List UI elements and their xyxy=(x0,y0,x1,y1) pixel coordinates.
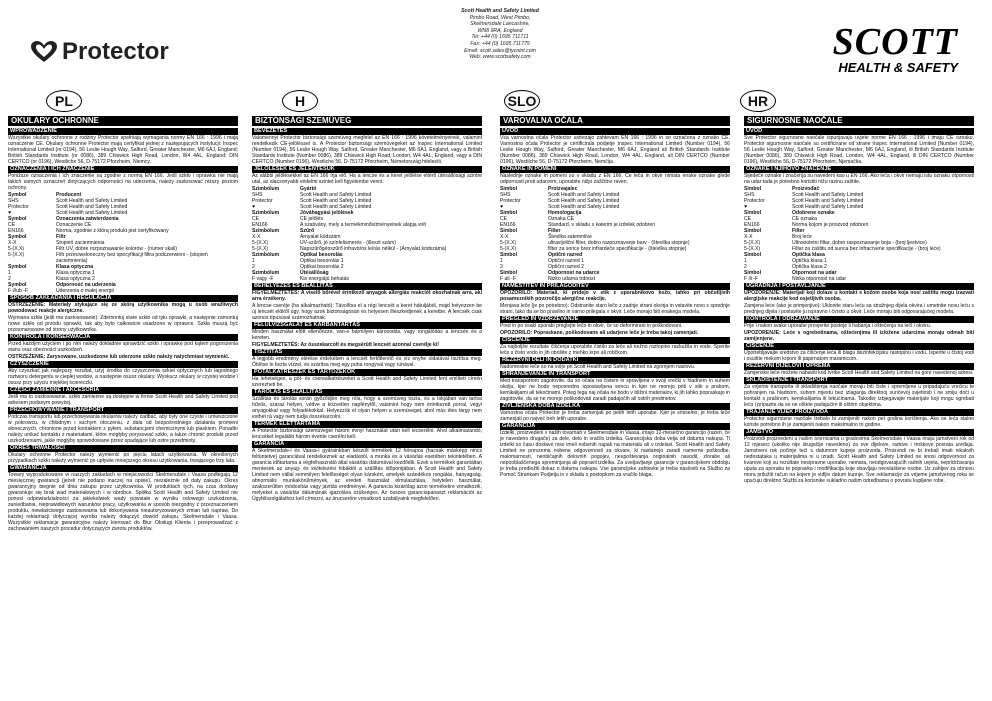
paragraph: Upotrebljavajte sredstvo za čišćenje leća ili blagu dezinfekcijsku rastopinu i vodu. Isperite u čistoj vodi i osušite mekom krpom ili papirnatom maramicom. xyxy=(744,350,974,362)
section-heading: TÁROLÁS ÉS SZÁLLÍTÁS xyxy=(252,389,482,396)
meaning-cell: Niska otpornost na udar xyxy=(792,276,847,282)
section-heading: JAMSTVO xyxy=(744,429,974,436)
meaning-cell: ultravijolični filter, dobro razpoznavanje barv - (številka stopnje) xyxy=(548,240,690,246)
paragraph: A Protector biztonsági szemüveget három évnyi használat után kell lecserélni. Ahol alkalmazandó, lencséket legalább három évente cserélni kell. xyxy=(252,428,482,440)
address-line: WN8 9RA, England xyxy=(477,27,523,34)
symbol-cell: Simbol xyxy=(744,210,761,216)
paragraph: Jeśli ma to zastosowanie, szkło zamienne są dostępne w firmie Scott Health and Safety Limited pod adresem podanym powyżej. xyxy=(8,394,238,406)
meaning-cell: Optični razred 2 xyxy=(548,264,584,270)
column-body xyxy=(252,128,482,502)
meaning-cell: Szűrő xyxy=(300,228,315,234)
meaning-cell: Klasa optyczna 2 xyxy=(56,276,95,282)
section-heading: ČIŠČENJE xyxy=(500,337,730,344)
scott-brand-name: SCOTT xyxy=(832,21,958,63)
meaning-cell: Napszűrőgénszűrő infravörös leírás nélkül - (Árnyalat kódszáma) xyxy=(300,246,447,252)
paragraph: Sve Protector sigurnosne naočale ispunjavaju uvjete norme EN 166 : 1996 i imaju CE oznaku. Protector sigurnosne naočale su certificirane od strane Inspec International Limited (Number 0194), 56 Leslie Hough Way, Salford, Greater Manchester, M6 6AJ, England, ili British Standards Institute (Number 0086), 389 Chiswick High Road, London, W4 4AL, England, ili DIN CERTCO (Number 0196), Westliche 56, D-75172 Pforzheim, Njemačka. xyxy=(744,135,974,165)
meaning-cell: Scott Health and Safety Limited xyxy=(56,198,128,204)
meaning-cell: Árnyalat kódszám xyxy=(300,234,341,240)
meaning-cell: Scott Health and Safety Limited xyxy=(792,204,864,210)
meaning-cell: Homologacija xyxy=(548,210,582,216)
section-heading: CZĘŚCI ZAMIENNE I AKCESORIA xyxy=(8,387,238,394)
section-heading: KONTROLA I ODRŽAVANJE xyxy=(744,316,974,323)
symbol-cell: Simbol xyxy=(500,270,517,276)
paragraph: Szállítás és tárolás során győződjön meg róla, hogy a szemüveg tiszta, és a tokjában van tartva hűvös, száraz helyen, védve a közvetlen napfénytől, valamint hogy nem érintkezett porral, vegyi anyagokkal vagy folyadékokkal. Helyezzük el olyan helyen a szemüveget, ahol más éles tárgy nem esthet rá vagy nem tudja összekarcolni. xyxy=(252,396,482,420)
paragraph: Nadomestne leče so na voljo pri Scott Health and Safety Limited na zgornjem naslovu. xyxy=(500,364,696,370)
section-heading: JELÖLÉSEK ÉS JELENTÉSÜK xyxy=(252,166,482,173)
symbol-cell: X-X xyxy=(8,240,17,246)
symbol-cell: EN166 xyxy=(500,222,516,228)
symbol-cell: 5-(X.X) xyxy=(8,252,25,258)
section-heading: PRZECHOWYWANIE I TRANSPORT xyxy=(8,407,238,414)
meaning-cell: Standard, v skladu s katerim je izdelek odobren xyxy=(548,222,656,228)
symbol-cell: 5-(X.X) xyxy=(8,246,25,252)
protector-logo xyxy=(30,38,169,66)
paragraph: A Skelmersdale-i és Vaasa-i gyárainkban készült termékek 12 hónapos (hacsak másképp nincs feltüntetve) garanciával rendelkeznek az eladástól, a munka és a vásárlás esetében tekintetében. A garancia időtartama a végfelhasználó által vásárlás dátumával kezdődik. Ezek a termékek garantáltan mentesek az anyag- és kivitelezési hibáktól a szállítás időpontjában. A Scott Health and Safety Limited nem vállal semmilyen felelősséget olyan károkért, amelyek szándékos rongálás, hanyagság, abnormális munkakörülmények, az eredeti használat elmulasztása, helytelen használat, szakszerűtlen módosítás vagy javítás eredményei. A garancia kizárólag azon termékekre vonatkozik, melyeket a vásárlás dátumának igazolása szükséges. Az összes garanciapanaszt reklamációt az Ügyfélszolgálathoz kell címezni, az árucserére vonatkozó szabályaink megfelelően. xyxy=(252,448,482,502)
meaning-cell: Filtar za zaštitu od sunca bez infracrvene specifikacije - (broj leće) xyxy=(792,246,941,252)
meaning-cell: CE jelölés xyxy=(300,216,323,222)
paragraph: Wymiana szkła (jeśli ma zastosowanie): Zdemontuj stare szkło od tyłu oprawki, a następnie zamontuj nowe szkło od przodu oprawki, tak aby było całkowicie osadzone w oprawce. Szkła muszą być przesmarowane od strony użytkownika. xyxy=(8,315,238,333)
meaning-cell: Stopień zaciemnienia xyxy=(56,240,105,246)
meaning-cell: Optikai besorolás xyxy=(300,252,343,258)
symbol-cell: ♥ xyxy=(744,204,748,210)
meaning-cell: Optični razred xyxy=(548,252,583,258)
symbol-cell: X-X xyxy=(744,234,753,240)
symbol-cell: Simbol xyxy=(500,252,517,258)
meaning-cell: Scott Health and Safety Limited xyxy=(300,192,372,198)
symbol-cell: EN166 xyxy=(8,228,24,234)
symbol-cell: F ali -F xyxy=(500,276,516,282)
meaning-cell: Broj leće xyxy=(792,234,812,240)
meaning-cell: Optični razred 1 xyxy=(548,258,584,264)
section-heading: UVOD xyxy=(744,128,974,135)
paragraph: A legjobb eredmény elérése érdekében a lencsét fertőtlenítő és víz enyhe oldatával tisztítsa meg. Öblítse le tiszta vízzel, és szárítsa meg egy puha rongyval vagy ruhával. xyxy=(252,356,482,368)
symbol-cell: Simbol xyxy=(744,228,761,234)
symbol-cell: 1 xyxy=(8,270,11,276)
section-heading: TERMÉK ÉLETTARTAMA xyxy=(252,421,482,428)
warning-paragraph: OSTRZEŻENIE: Zarysowane, uszkodzone lub uderzone szkło należy natychmiast wymienić. xyxy=(8,354,230,360)
meaning-cell: Scott Health and Safety Limited xyxy=(56,210,128,216)
paragraph: Podczas transportu lub przechowywania okularów należy zadbać, aby były one czyste i umieszczone w pokrowcu, w chłodnym i suchym otoczeniu, z dala od bezpośredniego działania promieni słonecznych, chronione przed kontaktem z pyłem, substancjami chemicznymi lub piaskiem. Ponadto należy unikać kontaktu z materiałami, które mogłyby porysować szkło, a także chronić produkt przed uszkodzeniami, jakie mogłyby spowodowane przez spadające lub ostre przedmioty. xyxy=(8,414,238,444)
meaning-cell: Producent xyxy=(56,192,82,198)
section-heading: GARANCIA xyxy=(252,441,482,448)
paragraph: Naslednje oznake in pomeni so v skladu z EN 166. Če leča in okvir nimata enake oznake glede odpornosti proti udarcem, uporabite nižjo zaščitno raven. xyxy=(500,173,730,185)
warning-paragraph: OPOZORILO: Popraskane, poškodovane ali udarjene leče je treba takoj zamenjati. xyxy=(500,330,699,336)
paragraph: Okulary ochronne Protector należy wymienić po pięciu latach użytkowania. W określonych przypadkach szkło należy wymienić po upływie mniejszego okresu użytkowania, trwającego trzy lata. xyxy=(8,452,238,464)
symbol-cell: Szimbólum xyxy=(252,186,280,192)
paragraph: Med transportom zagotovite, da so očala na čistem in spravljena v svoji vrečki v hladnem in suhem okolju, kjer ne bodo neposredno izpostavljena soncu in kjer ne morejo priti v stik s prahom, kemikalijami ali tekočinami. Poleg tega naj očala ne bodo v bližini materialov, ki jih lahko popraskajo in zagotovite, da se ne morejo poškodovati zaradi padajočih ali ostrih predmetov. xyxy=(500,378,730,402)
symbol-cell: EN166 xyxy=(744,222,760,228)
meaning-cell: Scott Health and Safety Limited xyxy=(792,198,864,204)
warning-paragraph: OPOZORILO: Materiali, ki pridejo v stik z uporabnikovo kožo, lahko pri občutljivih posameznikih povzročijo alergične reakcije. xyxy=(500,290,730,302)
meaning-cell: Scott Health and Safety Limited xyxy=(792,192,864,198)
address-line: Email: scott.sales@tycoint.com xyxy=(464,47,536,54)
symbol-cell: 5-(X.X) xyxy=(500,246,517,252)
column-body xyxy=(500,128,730,478)
paragraph: Towary wyprodukowane w naszych zakładach w miejscowości Skelmersdale i Vaasa podlegają 12 miesięcznej gwarancji (jeżeli nie podano inaczej na opisie), niezależnie od daty zakupu. Okres gwarancyjny biegnie od dnia zakupu przez użytkownika. W produktach tych, na czas dostawy gwarantuje się brak wad materiałowych i w obróbce. Spółka Scott Health and Safety Limited nie ponosi odpowiedzialności za jakiekolwiek wady powstałe w wyniku celowego uszkodzenia, zaniedbania, nieprawidłowych warunków pracy, użytkowania w sposób niezgodny z przeznaczeniem produktu, niewłaściwego zastosowania lub dokonywania nieautoryzowanych zmian lub napraw. Do każdej reklamacji dotyczącej wyrobu należy dołączyć dowód zakupu. Skelmersdale i Vaasa. Wszystkie reklamacje gwarancyjne należy kierować do Biur Obsługi Klienta i przeprowadzać z zachowaniem naszych procedur dotyczących zwrotu produktów. xyxy=(8,472,238,532)
paragraph: Pred in po vsaki uporabi preglejte lečo in okvir, če so deformirani in poškodovani. xyxy=(500,323,683,329)
section-heading: ČIŠĆENJE xyxy=(744,343,974,350)
paragraph: Za vrijeme transporta ili skladištenja naočale moraju biti čiste i spremljene u pripadajuću vrećicu te pohranjen na hladnom, suhom mjestu bez izlaganja direktnoj sunčevoj svjetlosti i ne smiju doći u kontakt s prašinom, kemikalijama ili tekućinama. Također izbjegavajte materijale koji mogu ogrebati leću i pripazite da se ne oštete padajućim ili oštrim objektima. xyxy=(744,384,974,408)
meaning-cell: UV-szűrő, jó színfelismerés - (illeszt szám) xyxy=(300,240,396,246)
meaning-cell: Ütésállóság xyxy=(300,270,329,276)
symbol-cell: Szimbólum xyxy=(252,270,280,276)
symbol-cell: Symbol xyxy=(8,282,27,288)
section-heading: SPOSÓB ZAKŁADANIA I REGULACJA xyxy=(8,295,238,302)
section-heading: UVOD xyxy=(500,128,730,135)
meaning-cell: Uderzenia o małej energii xyxy=(56,288,114,294)
symbol-cell: Symbol xyxy=(8,234,27,240)
paragraph: Ha lehetséges, a pót- és cserealkatrészeket a Scott Health and Safety Limited fent említett címén szerezheti be. xyxy=(252,376,482,388)
meaning-cell: Filtr przeciwsłoneczny bez specyfikacji filtra podczerwieni - (stopień zaciemnienia) xyxy=(56,252,208,264)
section-heading: REZERVNI DIJELOVI I OPREMA xyxy=(744,363,974,370)
meaning-cell: Ultravioletni filtar, dobro raspoznavanje boja - (broj ljestvice) xyxy=(792,240,927,246)
meaning-cell: filter za sonce brez infrardeče specifikacije - (številka stopnje) xyxy=(548,246,687,252)
section-heading: KONTROLA I KONSERWACJA xyxy=(8,334,238,341)
meaning-cell: Otpornost na udar xyxy=(792,270,837,276)
paragraph: Prije i nakon svake uporabe provjerite postoje li habanja i oštećenja na leći i okviru. xyxy=(744,323,932,329)
meaning-cell: Scott Health and Safety Limited xyxy=(548,198,620,204)
column-title: OKULARY OCHRONNE xyxy=(8,116,238,126)
paragraph: Sljedeće oznake i značenja su navedeni kao u EN 166. Ako leća i okvir nemaju istu oznaku otpornosti na udar tada je potrebno koristiti nižu razinu zaštite. xyxy=(744,173,974,185)
section-heading: BEVEZETÉS xyxy=(252,128,482,135)
meaning-cell: Optikai besorolás 1 xyxy=(300,258,344,264)
meaning-cell: Norma kojom je proizvod odobren xyxy=(792,222,869,228)
symbol-table xyxy=(252,186,482,282)
column-title: SIGURNOSNE NAOČALE xyxy=(744,116,974,126)
symbol-cell: ♥ xyxy=(500,204,504,210)
symbol-cell: X-X xyxy=(252,234,261,240)
meaning-cell: Optikai besorolás 2 xyxy=(300,264,344,270)
symbol-cell: Szimbólum xyxy=(252,252,280,258)
language-h-badge: H xyxy=(282,90,318,112)
paragraph: A lencse cseréje (ha alkalmazható): Távolítsa el a régi lencsét a keret hátuljából, majd helyezzen be új lencsét elölről úgy, hogy azok biztonságosan és helyesen illeszkedjenek a keretbe. A lencsék csak azonos típusúval szárnozhatnak. xyxy=(252,303,482,321)
meaning-cell: Scott Health and Safety Limited xyxy=(300,204,372,210)
symbol-cell: ♥ xyxy=(252,204,256,210)
paragraph: Vsa varnostna očala Protector ustrezajo zahtevam EN 166 : 1996 in so označena z oznako CE. Varnostna očala Protector je certificirala podjetje Inspec International Limited (Number 0194), 56 Leslie Hough Way, Salford, Greater Manchester, M6 6AJ, England ali British Standards Institute (Number 0086), 389 Chiswick High Road, London, W4 4AL, England, ali DIN CERTCO (Number 0196), Westliche 56, D-75172 Pforzheim, Nemčija. xyxy=(500,135,730,165)
symbol-table xyxy=(500,186,730,282)
address-line: Pimbo Road, West Pimbo, xyxy=(469,14,531,21)
section-heading: NAMESTITEV IN PRILAGODITEV xyxy=(500,283,730,290)
warning-paragraph: UPOZORENJE: Leće s ogrebotinama, oštećenjima ili izložene udarcima moraju odmah biti zamijenjene. xyxy=(744,330,974,342)
meaning-cell: Odpornost na udarce xyxy=(548,270,600,276)
address-line: Skelmersdale Lancashire, xyxy=(470,21,530,28)
meaning-cell: Odobrene oznake xyxy=(792,210,835,216)
symbol-cell: F ili -F xyxy=(744,276,759,282)
symbol-cell: ♥ xyxy=(8,210,12,216)
section-heading: ŽIVLJENSKA DOBA IZDELKA xyxy=(500,403,730,410)
warning-paragraph: UPOZORENJE: Materijali koji dolaze u kontakt s kožom osobe koja nosi zaštitu mogu izazvati alergijske reakcije kod osjetljivih osoba. xyxy=(744,290,974,302)
symbol-cell: EN166 xyxy=(252,222,268,228)
paragraph: Varnostna očala Protector je treba zamenjati po petih letih uporabe. Kjer je smiselno, je treba leče zamenjati po najveć treh letih uporabe. xyxy=(500,410,730,422)
meaning-cell: Optička klasa xyxy=(792,252,825,258)
paragraph: Minden használat előtt ellenőrizze, van-e bármilyen károsodás, vagy rongálódás a lencsén és a kereten. xyxy=(252,329,482,341)
section-heading: OZNAKE I NJIHOVO ZNAČENJE xyxy=(744,166,974,173)
section-heading: SKLADIŠTENJE I TRANSPORT xyxy=(744,377,974,384)
symbol-cell: Protector xyxy=(500,198,521,204)
company-address xyxy=(425,8,575,61)
meaning-cell: Filter xyxy=(548,228,561,234)
meaning-cell: Filtr UV, dobre rozpoznawanie kolorów - (numer skali) xyxy=(56,246,177,252)
column-title: VAROVALNA OČALA xyxy=(500,116,730,126)
scott-brand-subtitle: HEALTH & SAFETY xyxy=(838,60,958,75)
meaning-cell: Klasa optyczna xyxy=(56,264,94,270)
meaning-cell: Oznaczenia zatwierdzenia xyxy=(56,216,119,222)
meaning-cell: Oznaka CE xyxy=(548,216,575,222)
meaning-cell: Proizvođač xyxy=(792,186,820,192)
paragraph: Zamjena leće (ako je primjenjivo): Uklonite staru leću sa stražnjeg dijela okvira i umetnite novu leću s prednjeg dijela i postavite ju ispravno i čvrsto u okvir. Leće moraju biti odgovarajućeg modela. xyxy=(744,303,974,315)
section-heading: SHRANJEVANJE IN TRANSPORT xyxy=(500,371,730,378)
symbol-cell: 5-(X.X) xyxy=(252,246,269,252)
section-heading: OZNACZENIA I ICH ZNACZENIE xyxy=(8,166,238,173)
meaning-cell: Številka zatemnitve xyxy=(548,234,592,240)
symbol-cell: Simbol xyxy=(744,186,761,192)
paragraph: Poniższe oznaczenia i ich znaczenie są zgodne z normą EN 166. Jeśli szkło i oprawka nie mają takich samych oznaczeń dotyczących odporności na uderzenia, należy zastosować niższy poziom ochrony. xyxy=(8,173,238,191)
symbol-cell: CE xyxy=(744,216,752,222)
symbol-cell: Protector xyxy=(8,204,29,210)
meaning-cell: Jóváhagyási jelölések xyxy=(300,210,354,216)
symbol-cell: 5-(X.X) xyxy=(744,246,761,252)
section-heading: TRAJANJE VIJEK PROIZVODA xyxy=(744,409,974,416)
warning-paragraph: OSTRZEŻENIE: Materiały stykające się ze skórą użytkownika mogą u osób wrażliwych powodować reakcje alergiczne. xyxy=(8,302,238,314)
language-markers xyxy=(0,90,992,112)
symbol-cell: 1 xyxy=(744,258,747,264)
symbol-cell: 5-(X.X) xyxy=(500,240,517,246)
address-line: Fax: +44 (0) 1695 711775 xyxy=(470,40,530,47)
symbol-cell: Simbol xyxy=(500,228,517,234)
meaning-cell: Scott Health and Safety Limited xyxy=(300,198,372,204)
column-body xyxy=(8,128,238,532)
symbol-cell: SHS xyxy=(8,198,19,204)
meaning-cell: Klasa optyczna 1 xyxy=(56,270,95,276)
column-title: BIZTONSÁGI SZEMÜVEG xyxy=(252,116,482,126)
symbol-cell: CE xyxy=(8,222,16,228)
symbol-cell: Simbol xyxy=(744,270,761,276)
symbol-cell: Simbol xyxy=(500,186,517,192)
section-heading: GARANCIJA xyxy=(500,423,730,430)
meaning-cell: Optička klasa 1 xyxy=(792,258,827,264)
meaning-cell: Scott Health and Safety Limited xyxy=(548,192,620,198)
symbol-cell: 5-(X.X) xyxy=(744,240,761,246)
symbol-cell: 2 xyxy=(500,264,503,270)
meaning-cell: Oznaczenie CE xyxy=(56,222,92,228)
symbol-cell: 2 xyxy=(744,264,747,270)
section-heading: CZYSZCZENIE xyxy=(8,361,238,368)
meaning-cell: Nizko udarna trdnost xyxy=(548,276,596,282)
section-heading: TISZTÍTÁS xyxy=(252,349,482,356)
scott-logo xyxy=(832,21,958,75)
symbol-cell: Simbol xyxy=(744,252,761,258)
meaning-cell: Scott Health and Safety Limited xyxy=(548,204,620,210)
paragraph: Menjava leče (je po potrebno): Odstranite staro lečo z zadnje strani okvirja in vstavite novo s sprednje strani, tako da se bo pravilno in varno prilegala v okvir. Leče morajo biti enakega modela. xyxy=(500,303,730,315)
language-hr-badge: HR xyxy=(740,90,776,112)
symbol-table xyxy=(8,192,238,294)
symbol-table xyxy=(744,186,974,282)
language-pl-badge: PL xyxy=(46,90,82,112)
meaning-cell: Filter xyxy=(792,228,805,234)
paragraph: Przed każdym użyciem i po nim należy dokładnie sprawdzić szkło i oprawkę pod kątem pogorszenia stanu oraz obecności uszkodzeń. xyxy=(8,341,238,353)
symbol-cell: Szimbólum xyxy=(252,210,280,216)
meaning-cell: Optička klasa 2 xyxy=(792,264,827,270)
meaning-cell: Proizvajalec xyxy=(548,186,578,192)
paragraph: Izdelki, proizvedeni v naših tovarnah v Skelmersdale in Vaasa, imajo 12-mesečno garancijo (razen, če je navedeno drugače) za dele, delo in vračilo izdelka. Garancijska doba velja od datuma nakupa. Ti izdelki so času dostave niso imeli nobenih napak na materialu ali v izdelavi. Scott Health and Safety Limited ne prevzema nobene odgovornosti za okvare, ki nastanejo zaradi namerne poškodbe, malomarnosti, neobičajnih delovnih pogojev, neupoštevanja originalnih navodil, zlorabe ali nepooblaščenega spreminjanja ali popravil izdelka. Za uveljavljanje garancije v garancijskem obdobju je treba predložiti dokaz o datumu nakupa. Vse garancijske zahtevke je treba nasloviti na Službo za Pomoč Strankam Podjetja in v skladu s postopkom za vračilo blaga. xyxy=(500,430,730,478)
symbol-cell: SHS xyxy=(252,192,263,198)
symbol-cell: CE xyxy=(252,216,260,222)
section-heading: UGRADNJA I POSTAVLJANJE xyxy=(744,283,974,290)
paragraph: Aby czyszkać jak najlepszy rezultat, użyj środka do czyszczenia szkieł optycznych lub łagodnego roztworu detergentu w ciepłej wodzie, a następnie osusz okulary. Wyskucz okulary w czystej wodzie i osusz przy użyciu miękkiej ściereczki. xyxy=(8,368,238,386)
address-line: Scott Health and Safety Limited xyxy=(461,8,539,14)
section-heading: OKRES TRWAŁOŚCI xyxy=(8,445,238,452)
section-heading: WPROWADZENIE xyxy=(8,128,238,135)
symbol-cell: F i/lub -F xyxy=(8,288,29,294)
heart-logo-icon xyxy=(30,40,58,64)
section-heading: OZNAKE IN POMENI xyxy=(500,166,730,173)
meaning-cell: CE oznaka xyxy=(792,216,817,222)
meaning-cell: Gyártó xyxy=(300,186,317,192)
column-hr xyxy=(744,116,974,485)
language-slo-badge: SLO xyxy=(504,90,540,112)
paragraph: Za najboljše rezultate čiščenja uporabite čistilo za leče ali nežno raztopino razkužila in vode. Sperite leče s čisto vodo in jih obrišite z mehko krpo ali robčkom. xyxy=(500,344,730,356)
section-heading: PREGLED IN VZDRŽEVANJE xyxy=(500,316,730,323)
paragraph: Valamennyi Protector biztonsági szemüveg megfelel az EN 166 : 1996 követelményeinek, valamint rendelkezik CE-jelöléssel is. A Protector biztonsági szemüvegeket az Inspec International Limited (Number 0194), 56 Leslie Hough Way, Salford, Greater Manchester, M6 6AJ, England, vagy a British Standards Institute (Number 0086), 389 Chiswick High Road, London, W4 4AL, England, vagy a DIN CERTCO (Number 0196), Westliche 56, D-75172 Pforzheim, Németország hitelesíti. xyxy=(252,135,482,165)
paragraph: Proizvodi proizvedeni u našim tvornicama u gradovima Skelmersdale i Vaasa imaju jamstveni rok od 12 mjeseci (ukoliko nije drugačije navedeno) za sve dijelove, radove i troškove povrata uređaja. Jamstveni rok počinje teći s datumom kupnje proizvoda. Proizvodi ne bi trebali imati nikakvih nedostataka u materijalima ni u izradi. Scott Health and Safety Limited ne snosi odgovornost za kvarove koji su rezultate nesipravne uporabe, nemara, neodgovarajućih radnih uvjeta, nepridržavanja uputa za uporabu te popravka i modifikacija koje obavljaju neovlaštene osobe. Uz zahtjev za obnovu mora priložiti račun na kojem je vidljiv datum kupnje. Sve reklamacije za vrijeme jamstvenog roka se upućuju direktno Službi za korisnike sukladno našim odredbama o povratu kupljene robe. xyxy=(744,436,974,484)
section-heading: BEHELYEZÉS ÉS BEÁLLÍTÁS xyxy=(252,283,482,290)
symbol-cell: Simbol xyxy=(500,210,517,216)
symbol-cell: 1 xyxy=(500,258,503,264)
meaning-cell: Kis energiájú behatás xyxy=(300,276,349,282)
address-line: Web: www.scottsafety.com xyxy=(469,54,531,61)
section-heading: REZERVNI DELI IN DODATKI xyxy=(500,357,730,364)
symbol-cell: Symbol xyxy=(8,192,27,198)
symbol-cell: SHS xyxy=(744,192,755,198)
symbol-cell: 2 xyxy=(252,264,255,270)
symbol-cell: CE xyxy=(500,216,508,222)
symbol-cell: F vagy -F xyxy=(252,276,274,282)
symbol-cell: Symbol xyxy=(8,216,27,222)
paragraph: Zamjenske leće možete nabaviti kod tvrtke Scott Health and Safety Limited na gore navedenoj adresi. xyxy=(744,370,974,376)
document-header xyxy=(0,0,992,90)
column-pl xyxy=(8,116,238,533)
paragraph: Wszystkie okulary ochronne z rodziny Protector spełniają wymagania normy EN 166 : 1996 i mają oznaczenie CE. Okulary ochronne Protector mają certyfikat jednej z następujących instytucji: Inspec International Limited (nr 0194), 56 Leslie Hough Way, Salford, Greater Manchester, M6 6AJ, England; British Standards Institute (nr 0086), 389 Chiswick High Road, London, W4 4AL, England; DIN CERTCO (nr 0196), Westliche 56, D-75172 Pforzheim, Niemcy. xyxy=(8,135,238,165)
symbol-cell: 2 xyxy=(8,276,11,282)
warning-paragraph: FIGYELMEZTETÉS: A viselő bőrével érintkező anyagok allergiás reakciót okozhatnak arra, aki arra érzékeny. xyxy=(252,290,482,302)
warning-paragraph: FIGYELMEZTETÉS: Az összekarcolt és megsérült lencsét azonnal cserélje ki! xyxy=(252,342,439,348)
column-body xyxy=(744,128,974,484)
symbol-cell: Protector xyxy=(252,198,273,204)
protector-brand-name: Protector xyxy=(62,38,169,65)
meaning-cell: Scott Health and Safety Limited xyxy=(56,204,128,210)
address-line: Tel: +44 (0) 1695 711711 xyxy=(471,34,529,41)
meaning-cell: Odporność na uderzenia xyxy=(56,282,116,288)
column-h xyxy=(252,116,482,503)
paragraph: Protector sigurnosne naočale trebalo bi zamijeniti nakon pet godina korištenja. Ako se leća stalno koriste potrebno ih je zamijeniti nakon maksimalno tri godine. xyxy=(744,416,974,428)
symbol-cell: Symbol xyxy=(8,264,27,270)
meaning-cell: A szabvány, mely a termékminősítményeinek alapja volt xyxy=(300,222,426,228)
symbol-cell: Protector xyxy=(744,198,765,204)
section-heading: GWARANCJA xyxy=(8,465,238,472)
section-heading: FELÜLVIZSGÁLAT ÉS KARBANTARTÁS xyxy=(252,322,482,329)
meaning-cell: Norma, zgodnie z którą produkt jest certyfikowany xyxy=(56,228,169,234)
symbol-cell: Szimbólum xyxy=(252,228,280,234)
symbol-cell: X-X xyxy=(500,234,509,240)
paragraph: Az alábbi jelölésekkel az EN 166 írja elő. Ha a lencse és a keret jelölése eltérő ütésállósági szintre utal, az alacsonyabb védelmi szintet kell figyelembe venni. xyxy=(252,173,482,185)
symbol-cell: SHS xyxy=(500,192,511,198)
symbol-cell: 1 xyxy=(252,258,255,264)
symbol-cell: 5-(X.X) xyxy=(252,240,269,246)
column-slo xyxy=(500,116,730,479)
section-heading: PÓTALKATRÉSZEK ÉS TARTOZÉKOK xyxy=(252,369,482,376)
meaning-cell: Filtr xyxy=(56,234,66,240)
